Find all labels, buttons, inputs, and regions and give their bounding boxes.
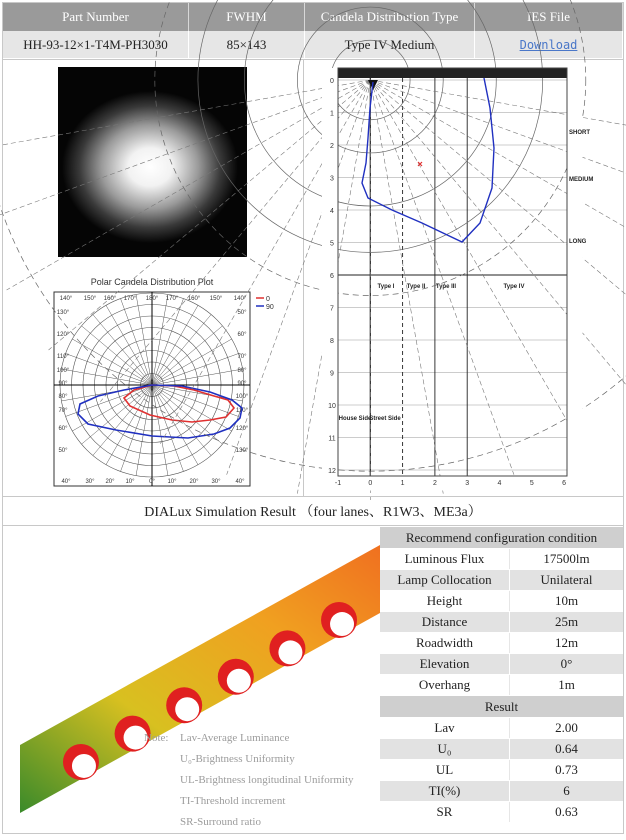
polar-angle-label: 70° (58, 408, 68, 414)
polar-angle-label: 170° (123, 296, 137, 302)
light-pool-center (175, 697, 199, 721)
polar-candela-plot (54, 274, 276, 486)
config-value: 17500lm (543, 551, 590, 566)
y-tick-label: 10 (328, 403, 336, 410)
y-tick-label: 11 (328, 435, 336, 443)
light-pool-center (227, 669, 251, 693)
note-item: Lav-Average Luminance (180, 732, 290, 744)
dialux-simulation-image (20, 527, 380, 835)
polar-angle-label: 130° (235, 448, 249, 454)
polar-angle-label: 150° (209, 296, 223, 302)
y-tick-label: 2 (330, 143, 334, 150)
header-candela-type: Candela Distribution Type (305, 3, 475, 31)
note-item: U₀-Brightness Uniformity (180, 753, 295, 765)
note-item: TI-Threshold increment (180, 795, 286, 807)
config-value: 25m (554, 614, 579, 629)
config-value: 10m (554, 593, 579, 608)
polar-angle-label: 140° (233, 296, 247, 302)
polar-angle-label: 10° (167, 479, 177, 485)
range-label-long: LONG (569, 239, 587, 245)
mask (322, 477, 582, 491)
polar-angle-label: 170° (165, 296, 179, 302)
roadway-candela-plot (322, 68, 594, 490)
type-label-1: Type I (377, 284, 395, 290)
polar-angle-label: 90° (237, 381, 247, 387)
y-tick-label: 6 (330, 273, 334, 280)
config-value: 1m (558, 677, 575, 692)
y-tick-label: 3 (330, 175, 334, 183)
result-value: 0.73 (555, 762, 578, 777)
range-label-medium: MEDIUM (569, 177, 594, 183)
polar-angle-label: 140° (59, 296, 73, 302)
config-key: Overhang (380, 675, 510, 695)
polar-legend (256, 296, 274, 311)
result-key: U₀ (380, 739, 510, 759)
polar-angle-label: 130° (56, 310, 70, 316)
y-tick-label: 1 (330, 110, 334, 118)
config-title: Recommend configuration condition (405, 529, 598, 545)
config-table (380, 527, 623, 823)
note-item: UL-Brightness longitudinal Uniformity (180, 774, 354, 786)
polar-angle-label: 50° (58, 448, 68, 454)
polar-angle-label: 30° (211, 479, 221, 485)
part-number-value: HH-93-12×1-T4M-PH3030 (3, 31, 189, 58)
polar-angle-label: 100° (235, 394, 249, 400)
polar-angle-label: 160° (187, 296, 201, 302)
polar-angle-label: 0° (149, 479, 155, 485)
x-tick-label: 1 (400, 480, 405, 487)
y-tick-label: 0 (330, 78, 334, 85)
polar-angle-label: 110° (236, 408, 248, 414)
polar-angle-label: 80° (58, 394, 68, 400)
x-tick-label: 4 (497, 480, 502, 487)
legend-90: 90 (266, 304, 274, 311)
table-row (380, 570, 623, 591)
x-tick-label: 2 (432, 480, 437, 487)
polar-plot-title: Polar Candela Distribution Plot (90, 277, 214, 287)
polar-angle-label: 30° (85, 479, 95, 485)
y-tick-label: 8 (330, 338, 334, 345)
roadway-title-bar (338, 68, 567, 78)
note-item: SR-Surround ratio (180, 816, 261, 828)
polar-angle-label: 180° (145, 296, 159, 302)
simulation-title: DIALux Simulation Result （four lanes、R1W3、ME3a） (144, 505, 482, 520)
polar-angle-label: 60° (58, 426, 68, 432)
range-label-short: SHORT (569, 130, 590, 136)
polar-angle-label: 10° (125, 479, 135, 485)
polar-angle-label: 40° (61, 479, 71, 485)
result-value: 0.63 (555, 804, 578, 819)
download-link[interactable]: Download (519, 37, 578, 52)
table-row (380, 739, 623, 760)
polar-angle-label: 90° (58, 381, 68, 387)
polar-angle-label: 120° (235, 426, 249, 432)
header-ies-file: IES File (475, 3, 623, 31)
x-tick-label: 3 (465, 480, 470, 487)
polar-angle-label: 50° (237, 310, 247, 316)
result-value: 0.64 (555, 741, 578, 756)
table-row (380, 781, 623, 802)
candela-type-value: Type IV Medium (305, 31, 475, 58)
polar-angle-label: 100° (56, 368, 70, 374)
config-value: 0° (560, 656, 573, 671)
config-key: Lamp Collocation (380, 570, 510, 590)
type-label-2: Type II (406, 284, 426, 290)
y-tick-label: 12 (328, 468, 336, 475)
table-row (380, 802, 623, 823)
legend-0: 0 (266, 296, 270, 303)
table-row (380, 675, 623, 696)
y-tick-label: 9 (330, 370, 334, 378)
table-row (380, 633, 623, 654)
ies-file-cell (475, 31, 623, 58)
light-pool-center (330, 612, 354, 636)
config-key: Luminous Flux (380, 549, 510, 569)
note-prefix: Note: (144, 732, 169, 744)
divider-vertical (303, 60, 304, 496)
result-key: SR (380, 802, 510, 822)
polar-angle-label: 160° (103, 296, 117, 302)
side-label-house: House Side (338, 416, 372, 422)
header-fwhm: FWHM (189, 3, 305, 31)
config-key: Elevation (380, 654, 510, 674)
light-pool-center (278, 640, 302, 664)
polar-angle-label: 120° (56, 332, 70, 338)
y-tick-label: 4 (330, 208, 334, 215)
result-title-row (380, 696, 623, 718)
x-tick-label: 6 (562, 480, 567, 487)
table-row (380, 760, 623, 781)
table-row (380, 718, 623, 739)
polar-angle-label: 40° (235, 479, 245, 485)
table-row (380, 612, 623, 633)
config-value: 12m (554, 635, 579, 650)
x-tick-label: 5 (529, 480, 534, 487)
table-row (380, 549, 623, 570)
config-key: Distance (380, 612, 510, 632)
config-key: Height (380, 591, 510, 611)
polar-angle-label: 20° (189, 479, 199, 485)
config-key: Roadwidth (380, 633, 510, 653)
result-key: TI(%) (380, 781, 510, 801)
result-key: UL (380, 760, 510, 780)
light-pool-center (72, 754, 96, 778)
header-part-number: Part Number (3, 3, 189, 31)
roadway-plot-frame (338, 68, 567, 476)
type-label-4: Type IV (503, 284, 525, 290)
x-tick-label: -1 (334, 480, 342, 487)
polar-angle-label: 70° (237, 354, 247, 360)
polar-angle-label: 110° (57, 354, 69, 360)
spec-table-header (3, 3, 623, 31)
x-tick-label: 0 (368, 480, 373, 487)
polar-angle-label: 80° (237, 368, 247, 374)
type-label-3: Type III (435, 284, 457, 290)
fwhm-value: 85×143 (189, 31, 305, 58)
side-label-street: Street Side (369, 416, 401, 422)
polar-angle-label: 60° (237, 332, 247, 338)
divider (3, 59, 623, 60)
y-tick-label: 7 (330, 305, 334, 313)
divider (3, 525, 623, 526)
result-key: Lav (380, 718, 510, 738)
result-title: Result (484, 698, 519, 714)
y-tick-label: 5 (330, 240, 334, 248)
table-row (380, 654, 623, 675)
polar-angle-label: 150° (83, 296, 97, 302)
config-title-row (380, 527, 623, 549)
result-value: 6 (563, 783, 570, 798)
table-row (380, 591, 623, 612)
config-value: Unilateral (540, 572, 593, 587)
result-value: 2.00 (555, 720, 578, 735)
polar-angle-label: 20° (105, 479, 115, 485)
